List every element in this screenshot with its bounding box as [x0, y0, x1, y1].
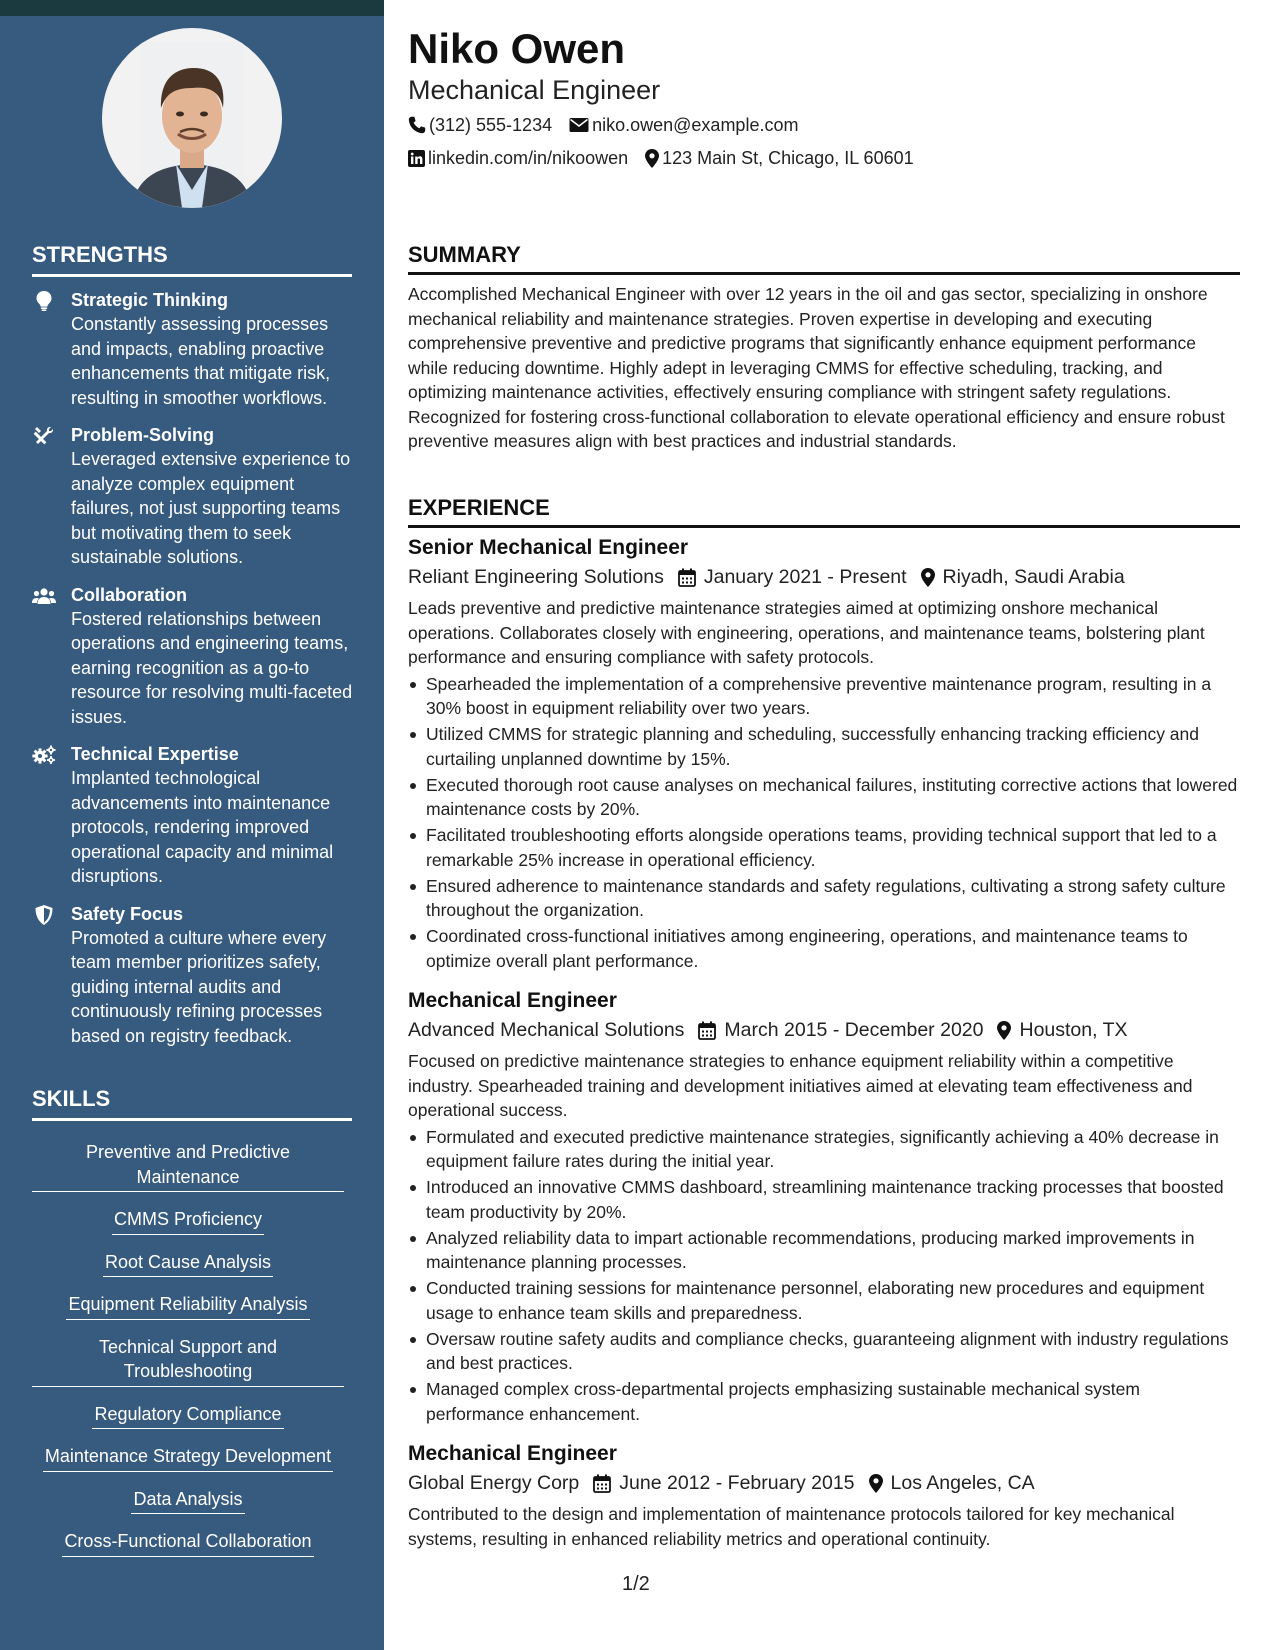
job-dates-text: January 2021 - Present — [703, 566, 907, 588]
linkedin-icon — [408, 150, 425, 167]
email-contact[interactable] — [569, 115, 798, 136]
location-pin-icon — [645, 149, 659, 168]
page-number: 1/2 — [622, 1573, 650, 1595]
strength-title: Safety Focus — [71, 903, 184, 924]
job-meta — [408, 562, 1240, 592]
skill-item — [32, 1529, 344, 1557]
job-bullet: Managed complex cross-departmental projects emphasizing sustainable mechanical system performance enhancement. — [408, 1377, 1240, 1426]
strength-description: Fostered relationships between operations and engineering teams, earning recognition as a go-to resource for resolving multi-faceted issues. — [71, 608, 353, 727]
job-location-text: Riyadh, Saudi Arabia — [942, 566, 1125, 588]
skill-item — [32, 1402, 344, 1430]
contact-row — [408, 112, 815, 138]
job-bullet: Spearheaded the implementation of a comprehensive preventive maintenance program, resulting in a 30% boost in equipment reliability over two years. — [408, 672, 1240, 721]
job-bullet: Oversaw routine safety audits and compliance checks, guaranteeing alignment with industry regulations and best practices. — [408, 1327, 1240, 1376]
skill-label: Root Cause Analysis — [103, 1250, 273, 1278]
location-pin-icon — [869, 1474, 883, 1493]
job-bullet: Facilitated troubleshooting efforts alongside operations teams, providing technical support that led to a remarkable 25% increase in operational efficiency. — [408, 823, 1240, 872]
job-dates — [698, 1015, 983, 1045]
strength-item — [32, 742, 362, 889]
strength-item — [32, 902, 362, 1049]
sidebar-top-bar — [0, 0, 384, 16]
job-entry — [408, 534, 1240, 973]
skill-label: Equipment Reliability Analysis — [66, 1292, 309, 1320]
job-entry — [408, 987, 1240, 1426]
skill-item — [32, 1335, 344, 1387]
job-title-header: Mechanical Engineer — [408, 75, 661, 105]
users-icon — [32, 585, 56, 607]
strength-title: Collaboration — [71, 584, 187, 605]
job-bullet: Coordinated cross-functional initiatives among engineering, operations, and maintenance teams to optimize overall plant performance. — [408, 924, 1240, 973]
job-bullets — [408, 1125, 1240, 1427]
strength-item — [32, 583, 362, 730]
tools-icon — [32, 425, 56, 447]
job-location — [869, 1468, 1035, 1498]
candidate-name: Niko Owen — [408, 25, 626, 72]
job-description: Leads preventive and predictive maintenance strategies aimed at optimizing onshore mechanical operations. Collaborates closely with engineering, operations, and maintenance teams, bolstering plant performance and ensuring compliance with safety protocols. — [408, 598, 1205, 667]
main-content — [408, 0, 1240, 1650]
job-description: Focused on predictive maintenance strategies to enhance equipment reliability within a competitive industry. Spearheaded training and development initiatives aimed at elevating team effectiveness and operational success. — [408, 1051, 1193, 1120]
job-bullets — [408, 672, 1240, 974]
skill-item — [32, 1207, 344, 1235]
experience-heading: EXPERIENCE — [408, 495, 1240, 528]
email-text: niko.owen@example.com — [592, 114, 799, 135]
job-location — [997, 1015, 1127, 1045]
job-bullet: Executed thorough root cause analyses on mechanical failures, instituting corrective actions that lowered maintenance costs by 20%. — [408, 773, 1240, 822]
summary-heading: SUMMARY — [408, 242, 1240, 275]
skill-label: Technical Support and Troubleshooting — [32, 1335, 344, 1387]
skill-label: CMMS Proficiency — [112, 1207, 264, 1235]
profile-photo — [102, 28, 282, 208]
calendar-icon — [593, 1474, 611, 1493]
strengths-heading: STRENGTHS — [32, 242, 352, 277]
job-entry — [408, 1440, 1240, 1551]
strengths-list — [32, 288, 362, 1061]
lightbulb-icon — [32, 290, 56, 312]
skill-label: Regulatory Compliance — [92, 1402, 283, 1430]
job-bullet: Ensured adherence to maintenance standards and safety regulations, cultivating a strong safety culture throughout the organization. — [408, 874, 1240, 923]
strength-description: Promoted a culture where every team member prioritizes safety, guiding internal audits and continuously refining processes based on registry feedback. — [71, 927, 327, 1046]
skill-item — [32, 1487, 344, 1515]
job-location-text: Houston, TX — [1019, 1019, 1128, 1041]
job-dates — [678, 562, 907, 592]
skill-item — [32, 1250, 344, 1278]
job-meta — [408, 1015, 1240, 1045]
job-bullet: Conducted training sessions for maintenance personnel, elaborating new procedures and equipment usage to enhance team skills and preparedness. — [408, 1276, 1240, 1325]
strength-title: Strategic Thinking — [71, 290, 229, 310]
job-company: Advanced Mechanical Solutions — [408, 1019, 685, 1041]
linkedin-text: linkedin.com/in/nikoowen — [428, 147, 629, 168]
job-bullet: Utilized CMMS for strategic planning and scheduling, successfully enhancing tracking efficiency and curtailing unplanned downtime by 15%. — [408, 722, 1240, 771]
skill-label: Data Analysis — [131, 1487, 244, 1515]
job-bullet: Introduced an innovative CMMS dashboard, streamlining maintenance tracking processes that boosted team productivity by 20%. — [408, 1175, 1240, 1224]
experience-list — [408, 534, 1240, 1565]
strength-title: Problem-Solving — [71, 425, 215, 445]
strength-title: Technical Expertise — [71, 744, 239, 764]
job-description: Contributed to the design and implementation of maintenance protocols tailored for key mechanical systems, resulting in enhanced reliability metrics and operational continuity. — [408, 1504, 1175, 1549]
job-location-text: Los Angeles, CA — [890, 1472, 1035, 1494]
strength-item — [32, 288, 362, 410]
job-title: Mechanical Engineer — [408, 1442, 617, 1465]
shield-icon — [32, 904, 56, 926]
phone-text: (312) 555-1234 — [429, 114, 553, 135]
strength-description: Constantly assessing processes and impacts, enabling proactive enhancements that mitigate risk, resulting in smoother workflows. — [71, 314, 331, 408]
strength-description: Leveraged extensive experience to analyze complex equipment failures, not just supporting teams but motivating them to seek sustainable solutions. — [71, 449, 351, 567]
job-title: Senior Mechanical Engineer — [408, 536, 689, 559]
address-text: 123 Main St, Chicago, IL 60601 — [662, 147, 914, 168]
skill-label: Cross-Functional Collaboration — [62, 1529, 313, 1557]
job-company: Reliant Engineering Solutions — [408, 566, 664, 588]
address-contact — [645, 148, 914, 169]
skill-item — [32, 1292, 344, 1320]
linkedin-contact[interactable] — [408, 148, 628, 169]
calendar-icon — [698, 1021, 716, 1040]
job-dates — [593, 1468, 854, 1498]
envelope-icon — [569, 117, 589, 133]
calendar-icon — [678, 568, 696, 587]
strength-item — [32, 423, 362, 570]
job-company: Global Energy Corp — [408, 1472, 580, 1494]
profile-photo-image — [102, 28, 282, 208]
contact-row — [408, 145, 931, 171]
skills-list — [32, 1140, 344, 1572]
skill-label: Preventive and Predictive Maintenance — [32, 1140, 344, 1192]
job-dates-text: June 2012 - February 2015 — [619, 1472, 855, 1494]
skill-item — [32, 1140, 344, 1192]
job-title: Mechanical Engineer — [408, 989, 617, 1012]
gears-icon — [32, 744, 56, 766]
sidebar — [0, 16, 384, 1650]
job-meta — [408, 1468, 1240, 1498]
job-bullet: Analyzed reliability data to impart actionable recommendations, producing marked improvements in maintenance planning processes. — [408, 1226, 1240, 1275]
location-pin-icon — [997, 1021, 1011, 1040]
skills-heading: SKILLS — [32, 1086, 352, 1121]
strength-description: Implanted technological advancements into maintenance protocols, rendering improved operational capacity and minimal disruptions. — [71, 768, 334, 886]
summary-text: Accomplished Mechanical Engineer with over 12 years in the oil and gas sector, specializing in onshore mechanical reliability and maintenance strategies. Proven expertise in developing and executing comprehensive preventive and predictive programs that significantly enhance equipment performance while reducing downtime. Highly adept in leveraging CMMS for effective scheduling, tracking, and optimizing maintenance activities, effectively ensuring compliance with stringent safety regulations. Recognized for fostering cross-functional collaboration to elevate operational efficiency and ensure robust preventive measures align with best practices and industrial standards. — [408, 284, 1225, 451]
phone-contact[interactable] — [408, 115, 552, 136]
job-bullet: Formulated and executed predictive maintenance strategies, significantly achieving a 40% decrease in equipment failure rates during the initial year. — [408, 1125, 1240, 1174]
phone-icon — [408, 116, 426, 134]
job-location — [921, 562, 1125, 592]
location-pin-icon — [921, 568, 935, 587]
job-dates-text: March 2015 - December 2020 — [724, 1019, 984, 1041]
skill-item — [32, 1444, 344, 1472]
skill-label: Maintenance Strategy Development — [43, 1444, 333, 1472]
